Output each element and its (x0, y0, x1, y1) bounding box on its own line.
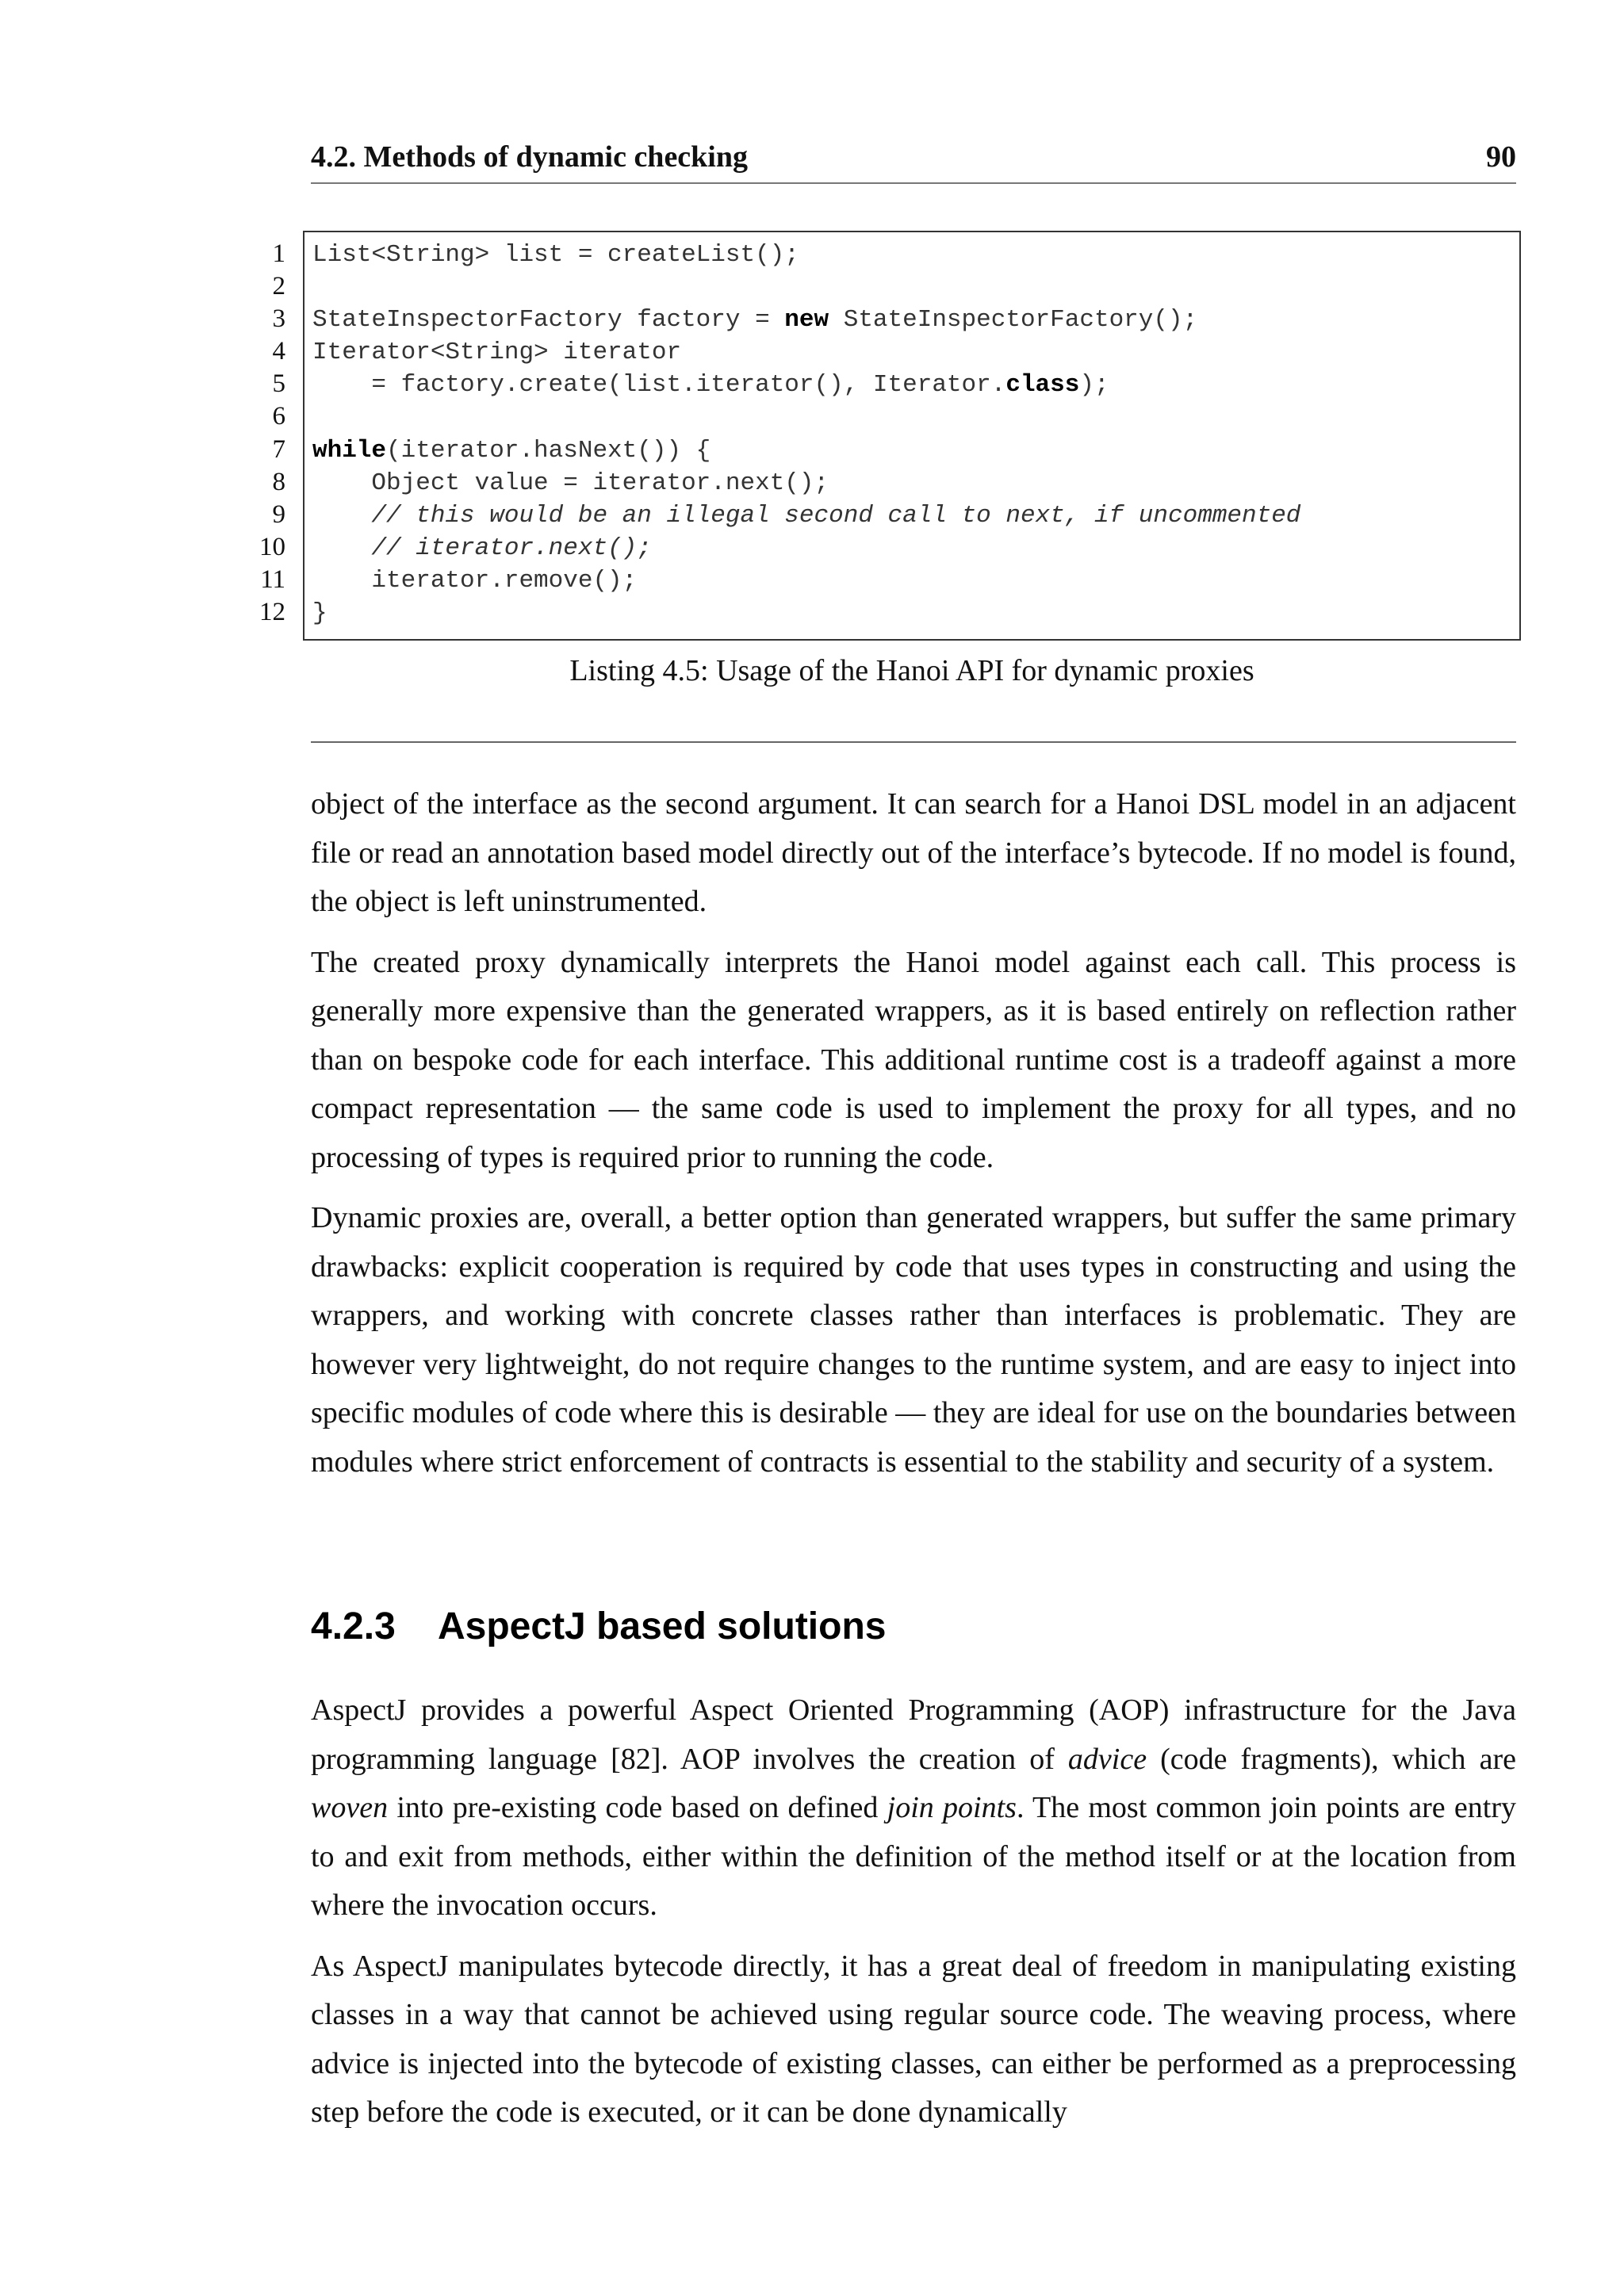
section-heading (311, 1603, 886, 1651)
code-line: Iterator<String> iterator (312, 339, 682, 367)
code-line: } (312, 599, 327, 628)
text-run: AspectJ provides a powerful Aspect Oriented Programming (AOP) infrastructure for the Java programming language [82]. AOP involves the creation of (311, 1693, 1516, 1776)
line-number: 12 (259, 598, 285, 627)
line-number: 4 (272, 337, 285, 366)
line-number: 2 (272, 272, 285, 301)
code-line: List<String> list = createList(); (312, 241, 799, 269)
line-number: 5 (272, 369, 285, 399)
code-line (312, 271, 1300, 304)
line-number: 11 (260, 564, 285, 594)
code-listing-box (303, 231, 1521, 641)
code-line: // this would be an illegal second call to next, if uncommented (371, 501, 1301, 530)
paragraph: As AspectJ manipulates bytecode directly, it has a great deal of freedom in manipulating existing classes in a way that cannot be achieved using regular source code. The weaving process, where advice is injected into the bytecode of existing classes, can either be performed as a preprocessing step before the code is executed, or it can be done dynamically (311, 1949, 1516, 2129)
code-line: iterator.remove(); (312, 566, 638, 595)
line-number: 10 (259, 532, 285, 561)
code-line: // iterator.next(); (371, 534, 652, 562)
paragraph (311, 1686, 1516, 1931)
paragraph: Dynamic proxies are, overall, a better option than generated wrappers, but suffer the same primary drawbacks: explicit cooperation is required by code that uses types in constructing and using the wrappers, and working with concrete classes rather than interfaces is problematic. They are however very lightweight, do not require changes to the runtime system, and are easy to inject into specific modules of code where this is desirable — they are ideal for use on the boundaries between modules where strict enforcement of contracts is essential to the stability and security of a system. (311, 1201, 1516, 1479)
line-number: 9 (272, 499, 285, 529)
paragraph: The created proxy dynamically interprets the Hanoi model against each call. This process is generally more expensive than the generated wrappers, as it is based entirely on reflection rather than on bespoke code for each interface. This additional runtime cost is a tradeoff against a more compact representation — the same code is used to implement the proxy for all types, and no processing of types is required prior to running the code. (311, 945, 1516, 1174)
code-line (312, 401, 1300, 434)
section-title: AspectJ based solutions (438, 1605, 887, 1647)
line-number: 1 (272, 239, 285, 268)
listing-line-numbers (238, 238, 285, 629)
header-section-title: 4.2. Methods of dynamic checking (311, 140, 748, 174)
listing-caption: Listing 4.5: Usage of the Hanoi API for dynamic proxies (569, 654, 1254, 687)
line-number: 6 (272, 402, 285, 431)
line-number: 7 (272, 434, 285, 464)
code-line: while(iterator.hasNext()) { (312, 436, 711, 465)
line-number: 3 (272, 304, 285, 334)
section-body-text (311, 1686, 1516, 2149)
text-run: into pre-existing code based on defined (388, 1791, 887, 1824)
code-line: Object value = iterator.next(); (312, 469, 829, 497)
code-line: StateInspectorFactory factory = new StateInspectorFactory(); (312, 306, 1198, 335)
term-woven: woven (311, 1791, 389, 1824)
code-line: = factory.create(list.iterator(), Iterator.class); (312, 371, 1109, 400)
term-advice: advice (1067, 1742, 1147, 1776)
line-number: 8 (272, 467, 285, 496)
code-listing (312, 239, 1300, 629)
text-run: . The most common join points are entry to and exit from methods, either within the definition of the method itself or at the location from where the invocation occurs. (311, 1791, 1516, 1922)
section-number: 4.2.3 (311, 1605, 396, 1647)
page-number: 90 (1486, 140, 1516, 174)
running-header (311, 135, 1516, 184)
body-text-block (311, 780, 1516, 1498)
term-join-points: join points (887, 1791, 1017, 1824)
text-run: (code fragments), which are (1147, 1742, 1516, 1776)
separator-rule (311, 741, 1516, 743)
paragraph: object of the interface as the second argument. It can search for a Hanoi DSL model in an adjacent file or read an annotation based model directly out of the interface’s bytecode. If no model is found, the object is left uninstrumented. (311, 787, 1516, 918)
